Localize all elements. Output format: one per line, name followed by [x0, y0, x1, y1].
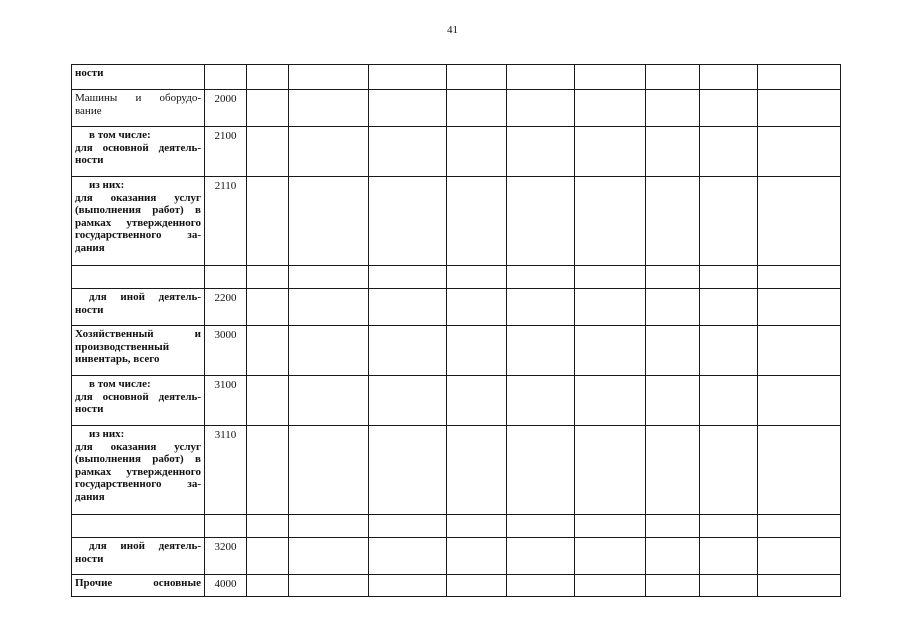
value-cell	[758, 426, 841, 515]
row-code: 2000	[205, 90, 247, 127]
value-cell	[447, 65, 507, 90]
table-row	[72, 376, 841, 426]
table-row	[72, 177, 841, 266]
value-cell	[758, 376, 841, 426]
row-label-line: производственный	[75, 340, 170, 353]
row-label	[72, 90, 205, 127]
value-cell	[247, 127, 289, 177]
value-cell	[758, 266, 841, 289]
row-label-line: для основной деятель-	[75, 390, 201, 403]
row-code: 3200	[205, 538, 247, 575]
value-cell	[646, 266, 700, 289]
value-cell	[646, 538, 700, 575]
value-cell	[700, 65, 758, 90]
value-cell	[575, 575, 646, 597]
row-label-line: ности	[75, 67, 104, 79]
value-cell	[700, 515, 758, 538]
row-code: 3000	[205, 326, 247, 376]
value-cell	[646, 426, 700, 515]
table-body	[72, 65, 841, 597]
value-cell	[575, 289, 646, 326]
value-cell	[507, 266, 575, 289]
row-label-line: государственного за-	[75, 229, 201, 241]
value-cell	[247, 289, 289, 326]
row-code	[205, 266, 247, 289]
table-row	[72, 426, 841, 515]
row-label-line: Машины и оборудо-	[75, 92, 201, 104]
value-cell	[507, 376, 575, 426]
row-label-line: для оказания услуг	[75, 191, 201, 204]
value-cell	[447, 266, 507, 289]
row-code: 4000	[205, 575, 247, 597]
value-cell	[507, 90, 575, 127]
row-label-line: вание	[75, 104, 102, 117]
value-cell	[447, 326, 507, 376]
value-cell	[646, 65, 700, 90]
value-cell	[700, 426, 758, 515]
value-cell	[369, 515, 447, 538]
row-label-line: (выполнения работ) в	[75, 453, 201, 465]
value-cell	[447, 376, 507, 426]
table-row	[72, 326, 841, 376]
row-label-line: рамках утвержденного	[75, 216, 201, 229]
value-cell	[758, 90, 841, 127]
value-cell	[369, 177, 447, 266]
value-cell	[507, 127, 575, 177]
value-cell	[247, 177, 289, 266]
row-code	[205, 515, 247, 538]
table-row	[72, 127, 841, 177]
value-cell	[289, 538, 369, 575]
row-label-line: Хозяйственный и	[75, 328, 201, 340]
value-cell	[575, 376, 646, 426]
value-cell	[575, 127, 646, 177]
value-cell	[369, 376, 447, 426]
row-label-line: для иной деятель-	[89, 291, 201, 303]
row-label-line: (выполнения работ) в	[75, 204, 201, 216]
value-cell	[700, 266, 758, 289]
value-cell	[758, 575, 841, 597]
row-label	[72, 538, 205, 575]
value-cell	[289, 376, 369, 426]
value-cell	[575, 426, 646, 515]
value-cell	[646, 575, 700, 597]
value-cell	[507, 538, 575, 575]
row-label-line: ности	[75, 154, 104, 166]
value-cell	[369, 65, 447, 90]
value-cell	[369, 289, 447, 326]
value-cell	[758, 326, 841, 376]
value-cell	[575, 90, 646, 127]
value-cell	[507, 575, 575, 597]
table-row	[72, 65, 841, 90]
value-cell	[447, 426, 507, 515]
value-cell	[289, 426, 369, 515]
row-label-line: из них:	[89, 428, 125, 440]
value-cell	[447, 177, 507, 266]
value-cell	[700, 326, 758, 376]
row-code: 3110	[205, 426, 247, 515]
value-cell	[758, 177, 841, 266]
value-cell	[758, 65, 841, 90]
value-cell	[247, 90, 289, 127]
value-cell	[700, 90, 758, 127]
value-cell	[646, 127, 700, 177]
row-label	[72, 65, 205, 90]
row-code: 2100	[205, 127, 247, 177]
row-label-line: для оказания услуг	[75, 440, 201, 453]
value-cell	[700, 575, 758, 597]
table-row	[72, 515, 841, 538]
value-cell	[646, 90, 700, 127]
value-cell	[700, 376, 758, 426]
value-cell	[447, 575, 507, 597]
row-label-line: ности	[75, 552, 104, 565]
row-label	[72, 266, 205, 289]
value-cell	[700, 538, 758, 575]
table-row	[72, 266, 841, 289]
value-cell	[507, 426, 575, 515]
value-cell	[575, 326, 646, 376]
value-cell	[575, 515, 646, 538]
value-cell	[247, 538, 289, 575]
value-cell	[247, 426, 289, 515]
value-cell	[507, 177, 575, 266]
value-cell	[646, 289, 700, 326]
row-label-line: для основной деятель-	[75, 141, 201, 154]
value-cell	[247, 575, 289, 597]
value-cell	[447, 538, 507, 575]
table-row	[72, 575, 841, 597]
value-cell	[646, 177, 700, 266]
value-cell	[575, 266, 646, 289]
value-cell	[758, 289, 841, 326]
row-label	[72, 426, 205, 515]
value-cell	[507, 65, 575, 90]
value-cell	[289, 177, 369, 266]
value-cell	[369, 127, 447, 177]
report-table	[71, 64, 841, 597]
value-cell	[700, 289, 758, 326]
value-cell	[369, 326, 447, 376]
value-cell	[575, 538, 646, 575]
value-cell	[369, 575, 447, 597]
value-cell	[289, 515, 369, 538]
row-label-line: рамках утвержденного	[75, 465, 201, 478]
value-cell	[289, 65, 369, 90]
value-cell	[575, 177, 646, 266]
value-cell	[369, 266, 447, 289]
value-cell	[646, 515, 700, 538]
row-label-line: государственного за-	[75, 478, 201, 490]
row-label	[72, 376, 205, 426]
row-label-line: дания	[75, 490, 105, 503]
value-cell	[247, 65, 289, 90]
value-cell	[507, 515, 575, 538]
row-label	[72, 326, 205, 376]
value-cell	[369, 90, 447, 127]
row-code: 2110	[205, 177, 247, 266]
row-code: 3100	[205, 376, 247, 426]
value-cell	[289, 266, 369, 289]
row-label-line: ности	[75, 303, 104, 316]
value-cell	[247, 376, 289, 426]
table-row	[72, 90, 841, 127]
row-label	[72, 575, 205, 597]
row-code	[205, 65, 247, 90]
value-cell	[646, 326, 700, 376]
value-cell	[758, 515, 841, 538]
table-row	[72, 538, 841, 575]
table-row	[72, 289, 841, 326]
row-label-line: в том числе:	[89, 378, 151, 390]
row-label-line: из них:	[89, 179, 125, 191]
value-cell	[700, 127, 758, 177]
value-cell	[646, 376, 700, 426]
value-cell	[369, 538, 447, 575]
value-cell	[289, 90, 369, 127]
value-cell	[289, 575, 369, 597]
row-label	[72, 289, 205, 326]
row-label-line: Прочие основные	[75, 577, 201, 589]
row-label-line: в том числе:	[89, 129, 151, 141]
value-cell	[575, 65, 646, 90]
value-cell	[758, 127, 841, 177]
value-cell	[369, 426, 447, 515]
value-cell	[447, 127, 507, 177]
row-label-line: инвентарь, всего	[75, 353, 160, 365]
row-label	[72, 177, 205, 266]
value-cell	[247, 515, 289, 538]
value-cell	[507, 289, 575, 326]
value-cell	[447, 289, 507, 326]
row-label	[72, 127, 205, 177]
row-label-line: дания	[75, 241, 105, 254]
value-cell	[289, 289, 369, 326]
value-cell	[247, 266, 289, 289]
value-cell	[247, 326, 289, 376]
row-code: 2200	[205, 289, 247, 326]
row-label-line: для иной деятель-	[89, 540, 201, 552]
value-cell	[289, 326, 369, 376]
value-cell	[447, 515, 507, 538]
row-label-line: ности	[75, 403, 104, 415]
value-cell	[700, 177, 758, 266]
row-label	[72, 515, 205, 538]
value-cell	[507, 326, 575, 376]
value-cell	[758, 538, 841, 575]
value-cell	[447, 90, 507, 127]
page-number: 41	[447, 24, 458, 36]
value-cell	[289, 127, 369, 177]
